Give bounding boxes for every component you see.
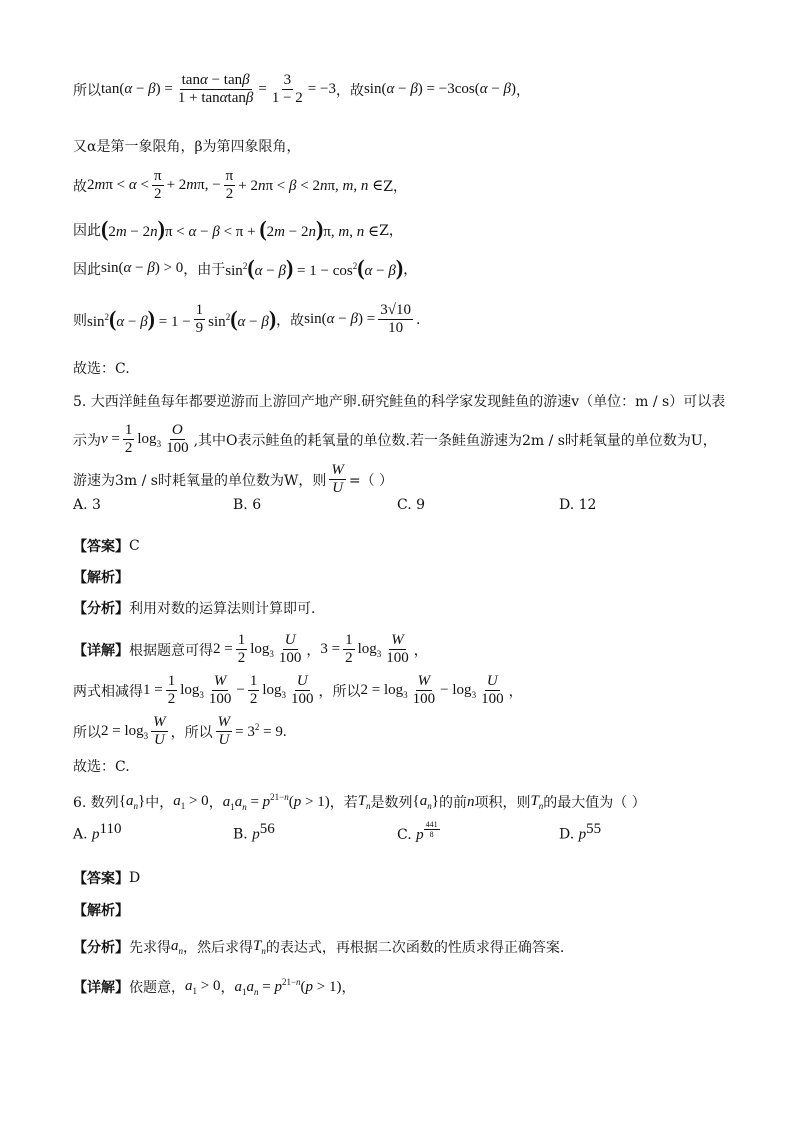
text: ，所以 [318,683,361,700]
option-c[interactable]: C. 9 [397,497,426,513]
answer-tag: 【答案】 [73,539,129,555]
analysis-tag-6 [73,900,734,920]
text: 是数列 [370,795,413,811]
text: 游速为3m / s时耗氧量的单位数为W，则 [73,472,327,489]
solution-line-1: 所以 tan(α − β) = $\frac{\tan\alpha - \tan\beta}{1 + \tan\alpha\tan\beta}$ = $\frac{3}{1 - 2}$ = −3 ，故 sin(α − β) = −3cos(α − β) ， [73,72,531,107]
question-5-line-3: 游速为3m / s时耗氧量的单位数为W，则 $\frac{W}{U}$ =（ ） [73,462,394,497]
text: 故选：C. [73,361,130,377]
text: ，故 [276,312,305,329]
text: 又α是第一象限角，β为第四象限角， [73,139,301,155]
detail-line-5-3: 所以 $2 = \log_3$ $\frac{W}{U}$ ，所以 $\frac{W}{U}$ = $3^2 = 9$. [73,714,287,749]
detail-line-5-1: 【详解】 根据题意可得 2 = $\frac{1}{2}$ $\log_3$ $\frac{U}{100}$ ， 3 = $\frac{1}{2}$ $\log_3$ $\frac{W}{100}$ ， [73,632,428,667]
fenxi-line-5 [73,598,734,618]
text: ， [516,82,531,99]
text: ,其中O表示鲑鱼的耗氧量的单位数.若一条鲑鱼游速为2m / s时耗氧量的单位数为U， [193,432,717,449]
answer-value: D [129,870,141,886]
question-text: 5. 大西洋鲑鱼每年都要逆游而上游回产地产卵.研究鲑鱼的科学家发现鲑鱼的游速v（单位：m / s）可以表 [73,394,726,410]
text: ，若 [329,795,358,811]
detail-tag: 【详解】 [73,642,129,659]
solution-line-5: 因此 sin(α − β) > 0 ，由于 $\sin^2(\alpha - \beta) = 1 - \cos^2(\alpha - \beta)$ ， [73,255,418,280]
text: 的表达式，再根据二次函数的性质求得正确答案. [265,940,565,956]
text: . [415,311,421,328]
text: =（ ） [348,472,394,489]
option-letter: C. [397,826,412,843]
text: ，由于 [183,261,226,278]
option-letter: D. [559,826,575,843]
text: 故选：C. [73,759,130,775]
question-5-line-1 [73,391,734,411]
text: 所以 [73,82,101,99]
text: 项积，则 [474,795,531,811]
question-6-line-1: 6. 数列 $\{a_n\}$ 中， $a_1 > 0$ ， $a_1a_n = p^{21-n}(p > 1)$ ，若 $T_n$ 是数列 $\{a_n\}$ 的前 n 项积，则 $T_n$ 的最大值为（ ） [73,792,646,812]
analysis-tag-5 [73,567,734,587]
answer-tag: 【答案】 [73,871,129,887]
text: Z， [379,222,403,239]
text: Z， [383,178,407,195]
solution-line-6: 则 $\sin^2(\alpha - \beta) = 1$ − $\frac{1}{9}$ $\sin^2(\alpha - \beta)$ ，故 sin(α − β) = $\frac{3√10}{10}$ . [73,302,421,337]
fenxi-line-6: 【分析】 先求得 $a_n$ ，然后求得 $T_n$ 的表达式，再根据二次函数的性质求得正确答案. [73,938,565,956]
text: ，所以 [170,724,213,741]
text: 两式相减得 [73,683,143,700]
analysis-tag: 【解析】 [73,903,129,919]
option-a[interactable]: A. $p^{110}$ [73,820,122,843]
option-letter: B. [233,826,248,843]
text: 依题意， [129,980,185,996]
text: ， [403,261,418,278]
choose-line [73,358,734,378]
solution-line-4: 因此 (2m − 2n)π < α − β < π + (2m − 2n)π, m, n ∈ Z， [73,216,403,241]
text: 根据题意可得 [129,642,213,659]
solution-line-2 [73,136,734,156]
solution-line-3: 故 2mπ < α < $\frac{\pi}{2}$ + 2mπ, − $\frac{\pi}{2}$ + 2nπ < β < 2nπ, m, n ∈ Z， [73,168,407,203]
text: 因此 [73,222,101,239]
option-c[interactable]: C. p $^{\frac{441}{8}}$ [397,820,438,843]
text: 利用对数的运算法则计算即可. [129,601,316,617]
option-a[interactable]: A. 3 [73,497,101,513]
analysis-tag: 【解析】 [73,570,129,586]
fenxi-tag: 【分析】 [73,940,129,956]
text: 示为 [73,432,101,449]
text: ，故 [335,82,364,99]
text: 先求得 [129,940,171,956]
option-d[interactable]: D. $p^{55}$ [559,820,602,843]
text: ，然后求得 [183,940,253,956]
fenxi-tag: 【分析】 [73,601,129,617]
text: 中， [145,795,174,811]
text: 则 [73,312,87,329]
question-5-line-2: 示为 v = $\frac{1}{2}$ $\log_3$ $\frac{O}{100}$ ,其中O表示鲑鱼的耗氧量的单位数.若一条鲑鱼游速为2m / s时耗氧量的单位数为U， [73,422,717,457]
text: 故 [73,178,87,195]
text: 的前 [438,795,467,811]
option-b[interactable]: B. 6 [233,497,262,513]
answer-line-5 [73,536,734,556]
answer-line-6 [73,868,734,888]
detail-line-6: 【详解】 依题意， $a_1 > 0$ ， $a_1a_n = p^{21-n}(p > 1)$ ， [73,977,356,997]
choose-line-5 [73,756,734,776]
detail-line-5-2: 两式相减得 1 = $\frac{1}{2}$ $\log_3$ $\frac{W}{100}$ − $\frac{1}{2}$ $\log_3$ $\frac{U}{100}$ ，所以 $2 = \log_3$ $\frac{W}{100}$ − $\log_3$ $\frac{U}{100}$ ， [73,673,523,708]
text: 因此 [73,261,101,278]
text: 的最大值为（ ） [543,795,646,811]
option-letter: A. [73,826,88,843]
text: 6. 数列 [73,795,119,811]
answer-value: C [129,538,140,554]
option-d[interactable]: D. 12 [559,497,597,513]
detail-tag: 【详解】 [73,980,129,996]
option-b[interactable]: B. $p^{56}$ [233,820,275,843]
text: 所以 [73,724,101,741]
